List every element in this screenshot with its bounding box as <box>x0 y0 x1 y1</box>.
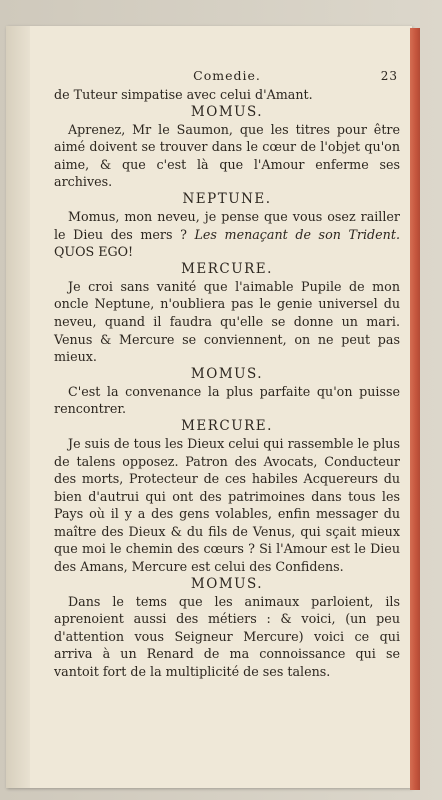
speech-text: Aprenez, Mr le Saumon, que les titres pour être aimé doivent se trouver dans le cœur de l'objet qu'on aime, & que c'est là que l'Amour enferme ses archives. <box>54 121 400 190</box>
stage-direction: Les menaçant de son Trident. <box>194 226 400 242</box>
speaker-momus: MOMUS. <box>190 365 264 382</box>
red-page-edge <box>410 28 420 790</box>
running-head <box>54 66 400 86</box>
speaker-mercure: MERCURE. <box>181 260 273 277</box>
speech-text: Je suis de tous les Dieux celui qui rassemble le plus de talens opposez. Patron des Avocats, Conducteur des morts, Protecteur de ces habiles Acquereurs du bien d'autrui qui ont des patrimoines dans tous les Pays où il y a des gens volables, enfin messager du maître des Dieux & du fils de Venus, qui sçait mieux que moi le chemin des cœurs ? Si l'Amour est le Dieu des Amans, Mercure est celui des Confidens. <box>54 435 400 575</box>
speaker-momus: MOMUS. <box>190 575 264 592</box>
opening-line: de Tuteur simpatise avec celui d'Amant. <box>54 87 313 102</box>
speaker-neptune: NEPTUNE. <box>182 190 272 207</box>
running-head-title: Comedie. <box>193 68 261 83</box>
page-gutter <box>6 26 30 788</box>
page-number: 23 <box>380 69 398 83</box>
text-block <box>54 66 400 681</box>
speech-text: C'est la convenance la plus parfaite qu'on puisse rencontrer. <box>54 383 400 417</box>
speech-text: Dans le tems que les animaux parloient, ils aprenoient aussi des métiers : & voici, (un peu d'attention vous Seigneur Mercure) voici ce qui arriva à un Renard de ma connoissance qui se vantoit fort de la multiplicité de ses talens. <box>54 593 400 680</box>
book-page <box>6 26 412 788</box>
speech-text: Je croi sans vanité que l'aimable Pupile de mon oncle Neptune, n'oubliera pas le genie universel du neveu, quand il faudra qu'elle se donne un mari. Venus & Mercure se conviennent, on ne peut pas mieux. <box>54 278 400 365</box>
speaker-momus: MOMUS. <box>190 103 264 120</box>
speaker-mercure: MERCURE. <box>181 417 273 434</box>
speech-text: Momus, mon neveu, je pense que vous osez railler le Dieu des mers ? Les menaçant de son Trident. QUOS EGO! <box>54 208 400 260</box>
